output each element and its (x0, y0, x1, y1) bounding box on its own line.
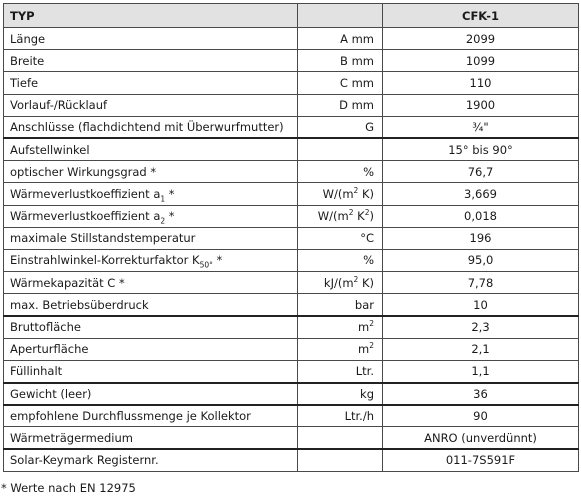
table-row (4, 316, 579, 338)
table-row (4, 405, 579, 427)
row-label: maximale Stillstandstemperatur (4, 227, 298, 249)
row-unit: % (298, 249, 383, 271)
row-label: Anschlüsse (flachdichtend mit Überwurfmutter) (4, 116, 298, 138)
row-value: 1900 (383, 94, 579, 116)
row-value: ¾" (383, 116, 579, 138)
row-unit: bar (298, 294, 383, 316)
table-row (4, 272, 579, 294)
row-value: 15° bis 90° (383, 138, 579, 160)
row-unit: C mm (298, 72, 383, 94)
row-label: empfohlene Durchflussmenge je Kollektor (4, 405, 298, 427)
row-unit (298, 138, 383, 160)
row-value: 7,78 (383, 272, 579, 294)
row-label: Wärmeträgermedium (4, 427, 298, 449)
row-label: Solar-Keymark Registernr. (4, 449, 298, 471)
table-row (4, 50, 579, 72)
row-value: 95,0 (383, 249, 579, 271)
table-row (4, 138, 579, 160)
row-unit: D mm (298, 94, 383, 116)
row-value: 90 (383, 405, 579, 427)
row-label: Länge (4, 28, 298, 50)
row-label: Wärmeverlustkoeffizient $a_2$ * (4, 205, 298, 227)
row-value: 2,1 (383, 338, 579, 360)
table-header-row (4, 4, 579, 28)
footnote: * Werte nach EN 12975 (1, 481, 136, 495)
row-unit: $kJ/(m^2$ K) (298, 272, 383, 294)
row-unit: B mm (298, 50, 383, 72)
row-value: 10 (383, 294, 579, 316)
row-unit: Ltr./h (298, 405, 383, 427)
row-value: 2099 (383, 28, 579, 50)
row-unit: kg (298, 383, 383, 405)
row-unit: $m^2$ (298, 338, 383, 360)
row-label: Tiefe (4, 72, 298, 94)
table-row (4, 94, 579, 116)
row-unit: A mm (298, 28, 383, 50)
row-label: Wärmekapazität C * (4, 272, 298, 294)
row-value: 110 (383, 72, 579, 94)
table-row (4, 116, 579, 138)
header-value: CFK-1 (383, 4, 579, 28)
table-row (4, 28, 579, 50)
table-row (4, 338, 579, 360)
row-value: 011-7S591F (383, 449, 579, 471)
row-unit (298, 427, 383, 449)
table-row (4, 72, 579, 94)
row-label: Breite (4, 50, 298, 72)
row-label: max. Betriebsüberdruck (4, 294, 298, 316)
row-value: ANRO (unverdünnt) (383, 427, 579, 449)
row-value: 36 (383, 383, 579, 405)
table-row (4, 383, 579, 405)
row-label: Wärmeverlustkoeffizient $a_1$ * (4, 183, 298, 205)
table-row (4, 249, 579, 271)
header-unit (298, 4, 383, 28)
row-value: 76,7 (383, 161, 579, 183)
row-label: Aufstellwinkel (4, 138, 298, 160)
table-row (4, 183, 579, 205)
row-unit: Ltr. (298, 360, 383, 382)
row-value: 1,1 (383, 360, 579, 382)
row-unit: °C (298, 227, 383, 249)
row-value: 1099 (383, 50, 579, 72)
row-unit: $m^2$ (298, 316, 383, 338)
row-value: 2,3 (383, 316, 579, 338)
spec-table (3, 3, 579, 472)
table-row (4, 449, 579, 471)
row-label: Bruttofläche (4, 316, 298, 338)
row-unit (298, 449, 383, 471)
row-label: Aperturfläche (4, 338, 298, 360)
table-row (4, 161, 579, 183)
row-unit: G (298, 116, 383, 138)
row-label: optischer Wirkungsgrad * (4, 161, 298, 183)
row-unit: % (298, 161, 383, 183)
table-row (4, 205, 579, 227)
row-value: 0,018 (383, 205, 579, 227)
table-row (4, 427, 579, 449)
row-label: Einstrahlwinkel-Korrekturfaktor $K_{50^\circ}$ * (4, 249, 298, 271)
row-value: 3,669 (383, 183, 579, 205)
table-row (4, 227, 579, 249)
table-row (4, 294, 579, 316)
row-value: 196 (383, 227, 579, 249)
row-label: Füllinhalt (4, 360, 298, 382)
row-unit: $W/(m^2$ K) (298, 183, 383, 205)
row-label: Vorlauf-/Rücklauf (4, 94, 298, 116)
row-label: Gewicht (leer) (4, 383, 298, 405)
header-label: TYP (4, 4, 298, 28)
row-unit: $W/(m^2$ $K^2$) (298, 205, 383, 227)
table-row (4, 360, 579, 382)
